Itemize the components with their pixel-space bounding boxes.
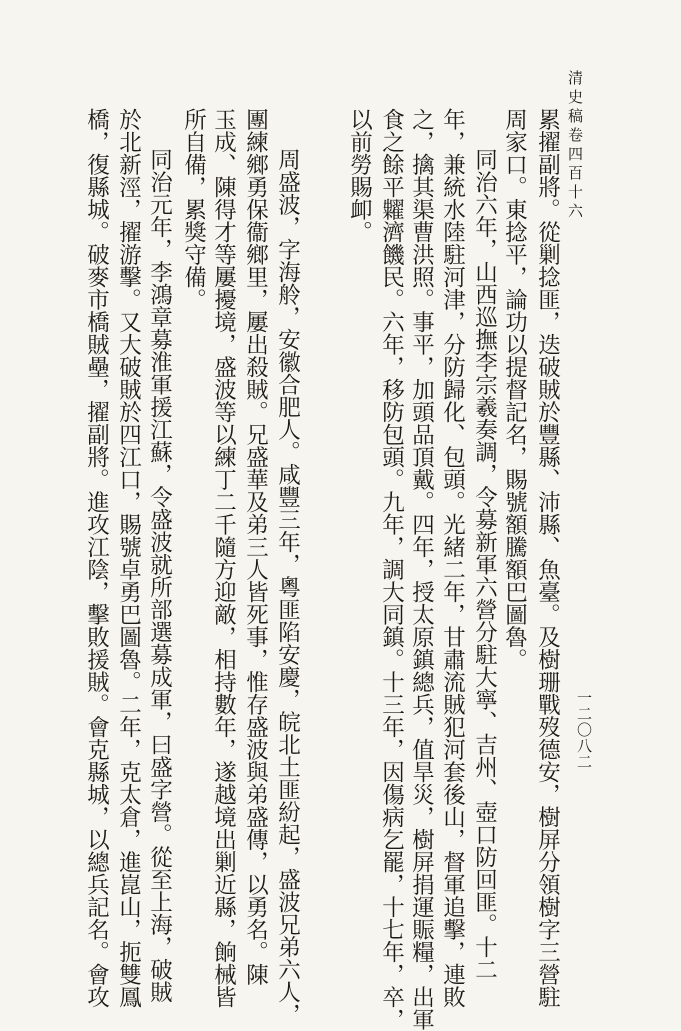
text-column-9: 團練鄉勇保衞鄉里，屢出殺賊。兄盛華及弟三人皆死事，惟存盛波與弟盛傳，以勇名。陳 [242,108,269,986]
text-column-13: 於北新涇，擢游擊。又大破賊於四江口，賜號卓勇巴圖魯。二年，克太倉，進崑山，扼雙鳳 [115,108,142,1008]
text-column-1: 累擢副將。從剿捻匪，迭破賊於豐縣、沛縣、魚臺。及樹珊戰歿德安，樹屏分領樹字三營駐 [534,108,561,1008]
text-column-7: 以前勞賜卹。 [346,108,373,243]
text-column-5: 之，擒其渠曹洪照。事平，加頭品頂戴。四年，授太原鎮總兵，值旱災，樹屏捐運賑糧，出軍 [408,108,435,1031]
text-column-11: 所自備，累獎守備。 [180,108,207,311]
running-title: 清史稿卷四百十六 [566,70,584,222]
text-column-2: 周家口。東捻平，論功以提督記名，賜號額騰額巴圖魯。 [501,108,528,671]
text-column-8: 周盛波，字海舲，安徽合肥人。咸豐三年，粵匪陷安慶，皖北土匪紛起，盛波兄弟六人， [274,148,301,1026]
text-column-4: 年，兼統水陸駐河津，分防歸化、包頭。光緒二年，甘肅流賊犯河套後山，督軍追擊，連敗 [439,108,466,1008]
page-number: 一二〇八二 [575,690,593,770]
text-column-3: 同治六年，山西巡撫李宗羲奏調，令募新軍六營分駐大寧、吉州、壺口防回匪。十二 [471,148,498,981]
text-column-14: 橋，復縣城。破麥市橋賊壘，擢副將。進攻江陰，擊敗援賊。會克縣城，以總兵記名。會攻 [83,108,110,1008]
text-column-6: 食之餘平糶濟饑民。六年，移防包頭。九年，調大同鎮。十三年，因傷病乞罷，十七年，卒， [378,108,405,1031]
text-column-12: 同治元年，李鴻章募淮軍援江蘇，令盛波就所部選募成軍，曰盛字營。從至上海，破賊 [146,148,173,1003]
text-column-10: 玉成、陳得才等屢擾境，盛波等以練丁二千隨方迎敵，相持數年，遂越境出剿近縣，餉械皆 [210,108,237,1008]
